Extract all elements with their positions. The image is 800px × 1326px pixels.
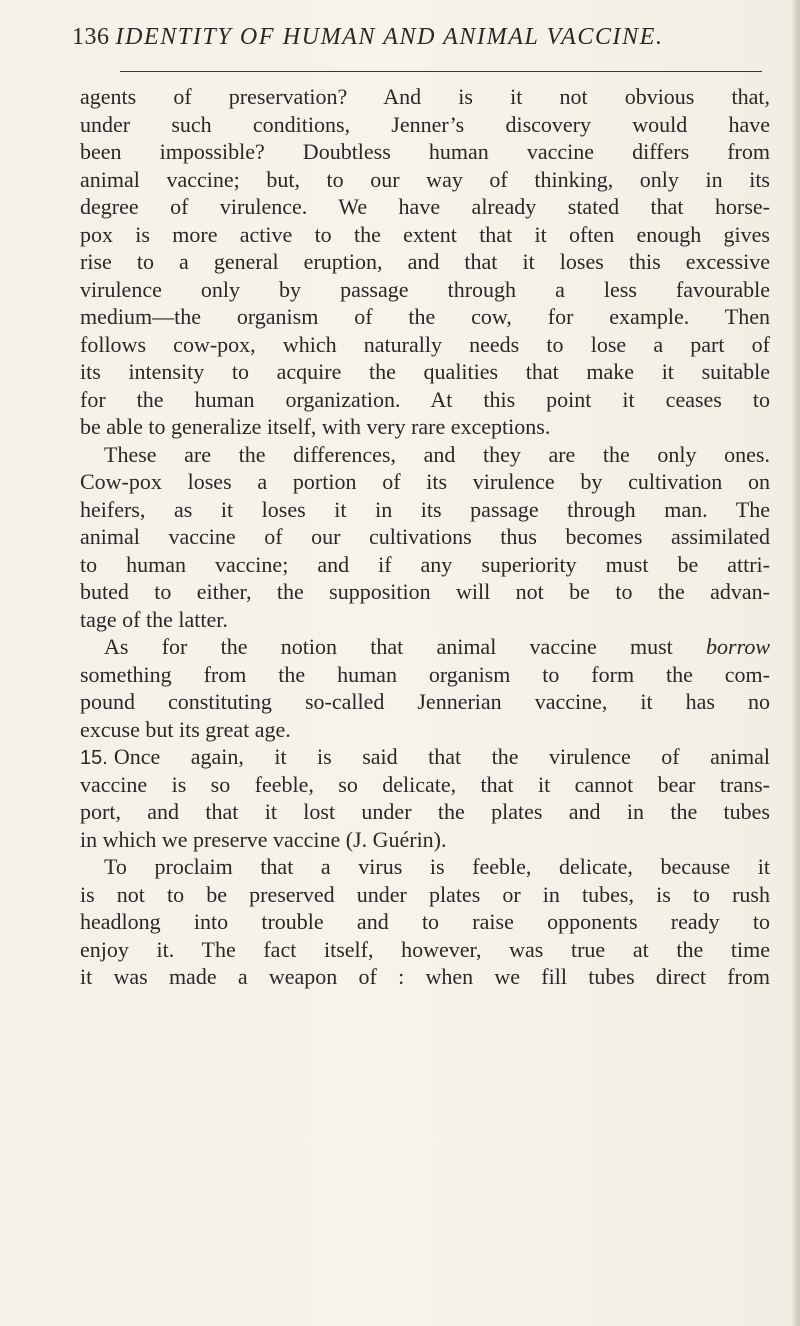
text-line: tage of the latter.	[80, 606, 228, 632]
paragraph-2	[80, 441, 770, 634]
text-line: animal vaccine; but, to our way of thinking, only in its	[80, 166, 770, 192]
text-line: rise to a general eruption, and that it loses this excessive	[80, 249, 770, 274]
running-head	[72, 24, 762, 56]
page-number: 136	[72, 24, 110, 50]
text-line: pox is more active to the extent that it often enough gives	[80, 221, 770, 247]
text-line: animal vaccine of our cultivations thus becomes assimilated	[80, 524, 770, 549]
text-line	[80, 743, 770, 771]
text-line: pound constituting so-called Jennerian vaccine, it has no	[80, 689, 770, 714]
running-title: IDENTITY OF HUMAN AND ANIMAL VACCINE.	[115, 24, 664, 50]
italic-word: borrow	[706, 634, 770, 659]
text-line: enjoy it. The fact itself, however, was true at the time	[80, 936, 770, 962]
text-line: in which we preserve vaccine (J. Guérin).	[80, 826, 447, 852]
paragraph-1	[80, 83, 770, 441]
header-rule	[120, 71, 762, 72]
text-line: to human vaccine; and if any superiority must be attri-	[80, 551, 770, 577]
paragraph-4	[80, 743, 770, 853]
section-number: 15.	[80, 747, 108, 769]
text-line: These are the differences, and they are the only ones.	[104, 441, 770, 467]
text-run: Once again, it is said that the virulence of animal	[113, 744, 770, 769]
text-line: under such conditions, Jenner’s discovery would have	[80, 111, 770, 137]
text-line: heifers, as it loses it in its passage through man. The	[80, 496, 770, 522]
text-line: Cow-pox loses a portion of its virulence by cultivation on	[80, 469, 770, 494]
text-line: headlong into trouble and to raise opponents ready to	[80, 909, 770, 934]
text-line: it was made a weapon of : when we fill tubes direct from	[80, 964, 770, 989]
body-text	[80, 83, 770, 991]
page-edge-shadow	[791, 0, 800, 1326]
text-line: been impossible? Doubtless human vaccine differs from	[80, 139, 770, 164]
text-line: buted to either, the supposition will not be to the advan-	[80, 579, 770, 604]
text-line: port, and that it lost under the plates and in the tubes	[80, 799, 770, 824]
text-line: be able to generalize itself, with very rare exceptions.	[80, 414, 551, 439]
paragraph-3	[80, 633, 770, 743]
text-line: excuse but its great age.	[80, 716, 291, 742]
text-line: To proclaim that a virus is feeble, delicate, because it	[104, 854, 770, 879]
text-line: agents of preservation? And is it not obvious that,	[80, 84, 770, 109]
text-run: As for the notion that animal vaccine must	[104, 634, 707, 659]
paragraph-5	[80, 853, 770, 991]
text-line: degree of virulence. We have already stated that horse-	[80, 194, 770, 219]
text-line: is not to be preserved under plates or in tubes, is to rush	[80, 881, 770, 907]
text-line: virulence only by passage through a less favourable	[80, 276, 770, 302]
text-line: medium—the organism of the cow, for example. Then	[80, 304, 770, 329]
text-line: for the human organization. At this point it ceases to	[80, 386, 770, 412]
text-line: its intensity to acquire the qualities that make it suitable	[80, 359, 770, 384]
text-line: follows cow-pox, which naturally needs to lose a part of	[80, 331, 770, 357]
text-line: vaccine is so feeble, so delicate, that it cannot bear trans-	[80, 771, 770, 797]
text-line	[80, 633, 770, 661]
text-line: something from the human organism to form the com-	[80, 661, 770, 687]
